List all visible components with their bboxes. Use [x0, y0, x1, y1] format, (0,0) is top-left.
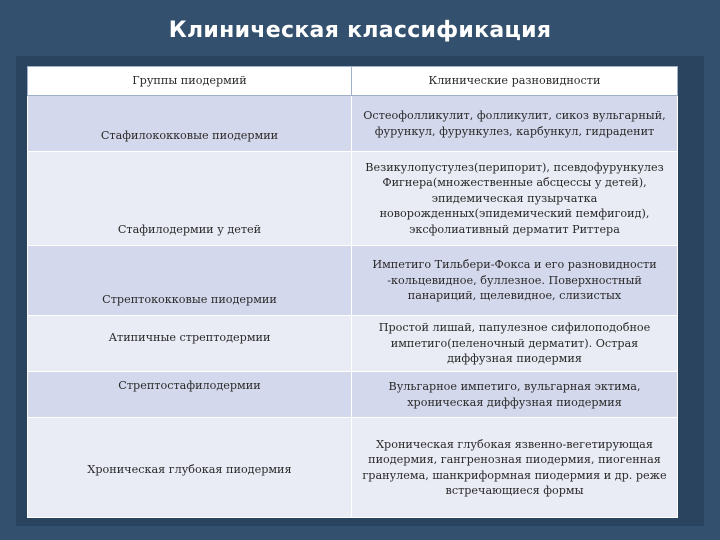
variants-cell: Везикулопустулез(перипорит), псевдофурункулез Фигнера(множественные абсцессы у детей), эпидемическая пузырчатка новорожденных(эпидемический пемфигоид), эксфолиативный дерматит Риттера — [352, 152, 678, 246]
slide-title: Клиническая классификация — [168, 18, 552, 43]
variants-cell: Импетиго Тильбери-Фокса и его разновидности -кольцевидное, буллезное. Поверхностный панариций, щелевидное, слизистых — [352, 246, 678, 316]
header-groups: Группы пиодермий — [28, 67, 352, 96]
group-cell: Стафилококковые пиодермии — [28, 96, 352, 152]
variants-cell: Хроническая глубокая язвенно-вегетирующая пиодермия, гангренозная пиодермия, пиогенная гранулема, шанкриформная пиодермия и др. реже встречающиеся формы — [352, 418, 678, 518]
group-cell: Атипичные стрептодермии — [28, 316, 352, 372]
variants-cell: Вульгарное импетиго, вульгарная эктима, хроническая диффузная пиодермия — [352, 372, 678, 418]
variants-cell: Простой лишай, папулезное сифилоподобное импетиго(пеленочный дерматит). Острая диффузная пиодермия — [352, 316, 678, 372]
group-cell: Стрептостафилодермии — [28, 372, 352, 418]
header-variants: Клинические разновидности — [352, 67, 678, 96]
classification-table — [27, 66, 678, 518]
group-cell: Стрептококковые пиодермии — [28, 246, 352, 316]
table-header-row — [28, 67, 678, 96]
table-row — [28, 96, 678, 152]
group-cell: Хроническая глубокая пиодермия — [28, 418, 352, 518]
table-row — [28, 418, 678, 518]
table-row — [28, 246, 678, 316]
group-cell: Стафилодермии у детей — [28, 152, 352, 246]
variants-cell: Остеофолликулит, фолликулит, сикоз вульгарный, фурункул, фурункулез, карбункул, гидраденит — [352, 96, 678, 152]
table-row — [28, 316, 678, 372]
table-row — [28, 152, 678, 246]
table-row — [28, 372, 678, 418]
